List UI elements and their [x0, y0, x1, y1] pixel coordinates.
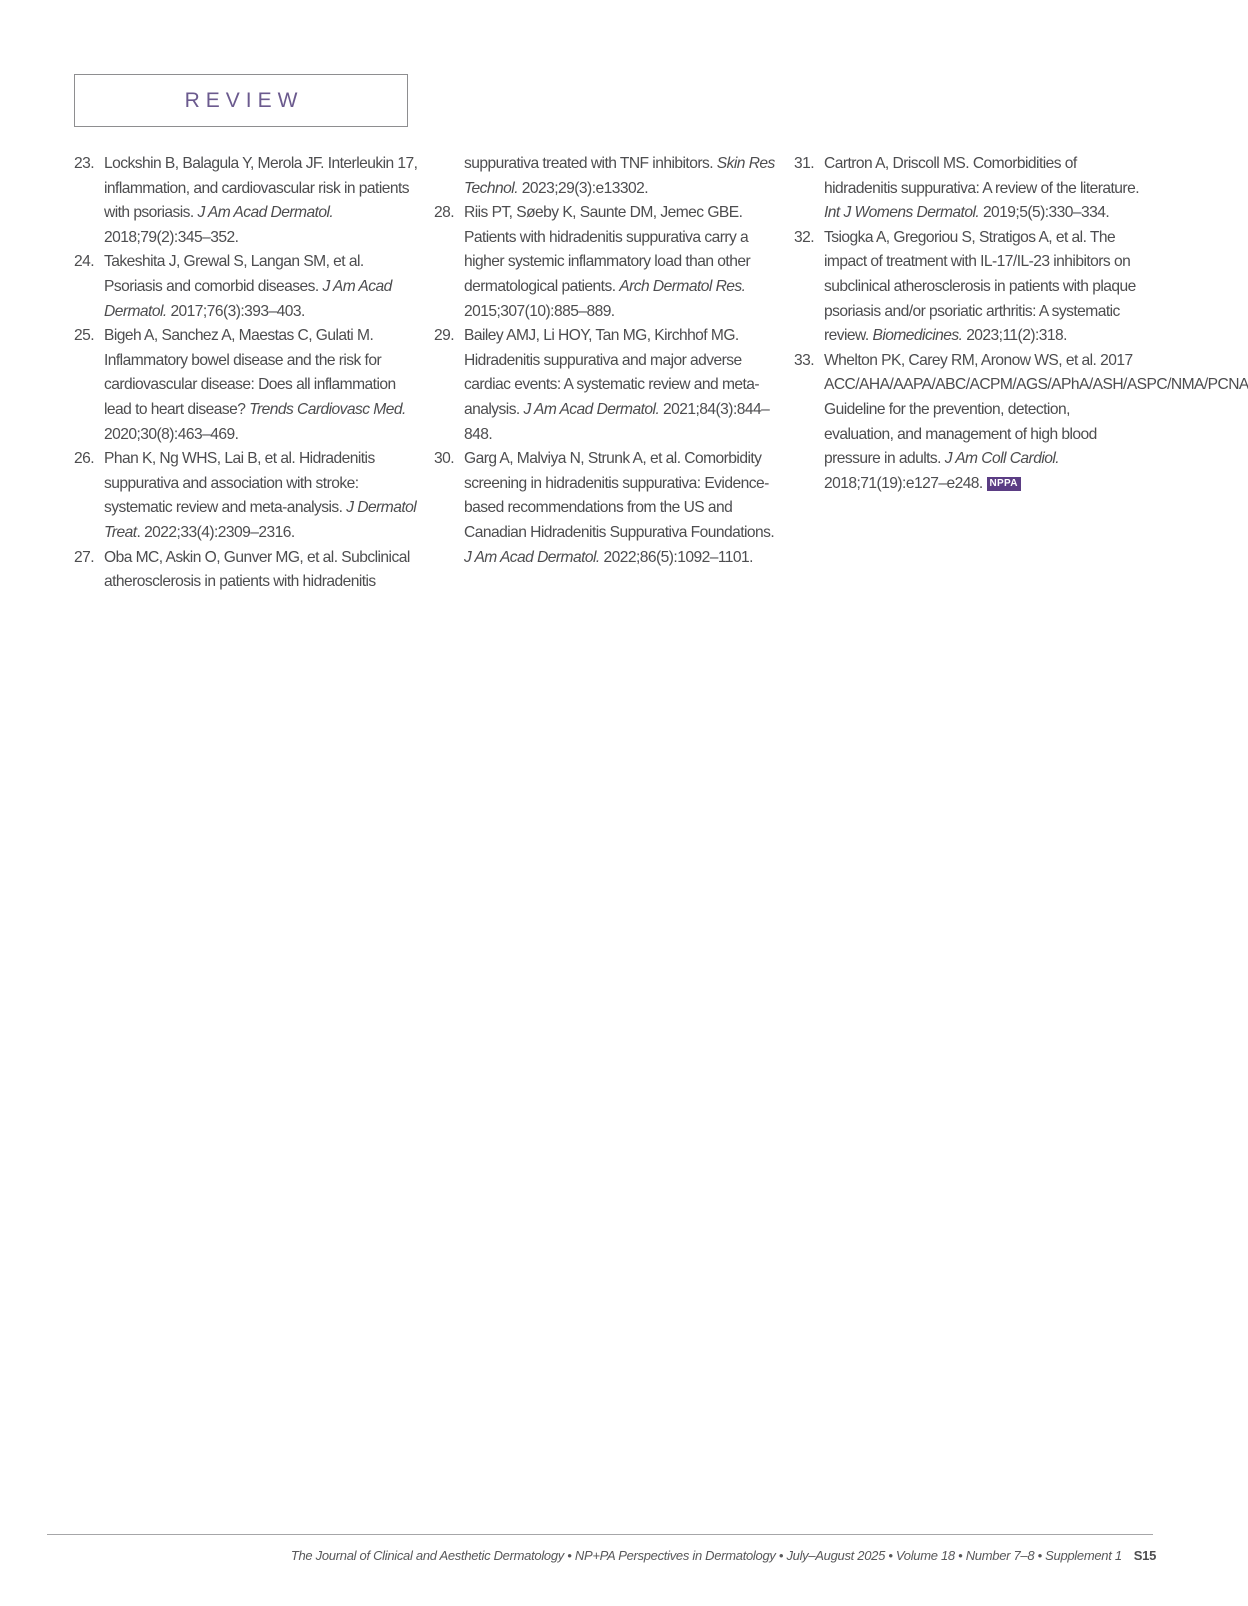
references-column-2 — [434, 152, 779, 570]
reference-item — [74, 546, 419, 595]
reference-number: 25. — [74, 327, 95, 345]
reference-text: Bailey AMJ, Li HOY, Tan MG, Kirchhof MG. Hidradenitis suppurativa and major adverse cardiac events: A systematic review and meta-analysis. — [464, 327, 760, 418]
reference-text: Cartron A, Driscoll MS. Comorbidities of hidradenitis suppurativa: A review of the literature. — [824, 155, 1139, 197]
reference-journal: Skin Res Technol. — [464, 155, 775, 197]
reference-item — [74, 152, 419, 250]
reference-citation: 2023;29(3):e13302. — [517, 179, 648, 197]
reference-text: Oba MC, Askin O, Gunver MG, et al. Subclinical atherosclerosis in patients with hidradenitis — [104, 548, 410, 591]
reference-journal: Int J Womens Dermatol. — [824, 204, 980, 222]
reference-item — [74, 324, 419, 447]
reference-number: 31. — [794, 155, 815, 172]
references-column-1 — [74, 152, 419, 595]
reference-citation: 2018;79(2):345–352. — [104, 228, 239, 246]
reference-citation: 2017;76(3):393–403. — [166, 302, 305, 320]
nppa-badge: NPPA — [987, 477, 1021, 491]
reference-text: Phan K, Ng WHS, Lai B, et al. Hidradenitis suppurativa and association with stroke: systematic review and meta-analysis. — [104, 450, 375, 517]
reference-number: 27. — [74, 548, 95, 566]
reference-citation: 2022;86(5):1092–1101. — [599, 548, 753, 566]
reference-citation: 2018;71(19):e127–e248. — [824, 474, 987, 492]
reference-item — [794, 349, 1248, 497]
reference-citation: 2020;30(8):463–469. — [104, 425, 239, 443]
reference-text: Bigeh A, Sanchez A, Maestas C, Gulati M. Inflammatory bowel disease and the risk for cardiovascular disease: Does all inflammation lead to heart disease? — [104, 327, 396, 418]
reference-journal: J Am Coll Cardiol. — [944, 450, 1060, 468]
reference-number: 23. — [74, 155, 95, 172]
reference-text: suppurativa treated with TNF inhibitors. — [464, 155, 717, 172]
page-number: S15 — [1133, 1548, 1156, 1563]
reference-number: 24. — [74, 253, 95, 271]
reference-item — [434, 324, 779, 447]
reference-text: Tsiogka A, Gregoriou S, Stratigos A, et al. The impact of treatment with IL-17/IL-23 inhibitors on subclinical atherosclerosis in patients with plaque psoriasis and/or psoriatic arthritis: A systematic review. — [824, 228, 1136, 345]
reference-citation: 2015;307(10):885–889. — [464, 302, 615, 320]
reference-journal: J Am Acad Dermatol. — [197, 204, 334, 222]
reference-number: 32. — [794, 228, 815, 246]
reference-item — [434, 447, 779, 570]
reference-text: Lockshin B, Balagula Y, Merola JF. Interleukin 17, inflammation, and cardiovascular risk in patients with psoriasis. — [104, 155, 418, 222]
reference-citation: 2021;84(3):844–848. — [464, 400, 770, 443]
reference-text: Garg A, Malviya N, Strunk A, et al. Comorbidity screening in hidradenitis suppurativa: Evidence-based recommendations from the US and Canadian Hidradenitis Suppurativa Foundations. — [464, 450, 775, 541]
page-footer — [291, 1548, 1156, 1563]
reference-number: 28. — [434, 204, 455, 222]
reference-item — [794, 226, 1139, 349]
reference-journal: J Am Acad Dermatol. — [104, 277, 392, 320]
reference-number: 33. — [794, 351, 815, 369]
reference-text: Takeshita J, Grewal S, Langan SM, et al. Psoriasis and comorbid diseases. — [104, 253, 364, 295]
reference-item — [74, 250, 419, 324]
references-column-3 — [794, 152, 1248, 496]
reference-number: 26. — [74, 450, 95, 468]
reference-journal: Arch Dermatol Res. — [619, 277, 746, 295]
reference-journal: J Am Acad Dermatol. — [523, 400, 660, 418]
reference-citation: 2019;5(5):330–334. — [979, 204, 1110, 222]
reference-number: 30. — [434, 450, 455, 468]
reference-journal: J Dermatol Treat — [104, 499, 417, 541]
reference-item — [74, 447, 419, 545]
reference-text: Whelton PK, Carey RM, Aronow WS, et al. 2017 ACC/AHA/AAPA/ABC/ACPM/AGS/APhA/ASH/ASPC/NMA/PCNA Guideline for the prevention, detection, evaluation, and management of high blood pressure in adults. — [824, 351, 1248, 468]
reference-journal: J Am Acad Dermatol. — [464, 548, 600, 566]
section-label: REVIEW — [184, 88, 304, 112]
reference-journal: Biomedicines. — [872, 327, 963, 345]
footer-divider — [47, 1534, 1153, 1535]
reference-item — [794, 152, 1139, 226]
section-header-box — [74, 74, 408, 127]
footer-journal-info: The Journal of Clinical and Aesthetic Dermatology • NP+PA Perspectives in Dermatology • July–August 2025 • Volume 18 • Number 7–8 • Supplement 1 — [290, 1548, 1122, 1563]
reference-citation: . 2022;33(4):2309–2316. — [136, 523, 295, 541]
reference-number: 29. — [434, 327, 455, 345]
reference-journal: Trends Cardiovasc Med. — [249, 400, 406, 418]
reference-item — [434, 201, 779, 324]
reference-citation: 2023;11(2):318. — [962, 327, 1067, 345]
reference-continued — [434, 152, 779, 201]
reference-text: Riis PT, Søeby K, Saunte DM, Jemec GBE. Patients with hidradenitis suppurativa carry a higher systemic inflammatory load than other dermatological patients. — [464, 204, 751, 295]
